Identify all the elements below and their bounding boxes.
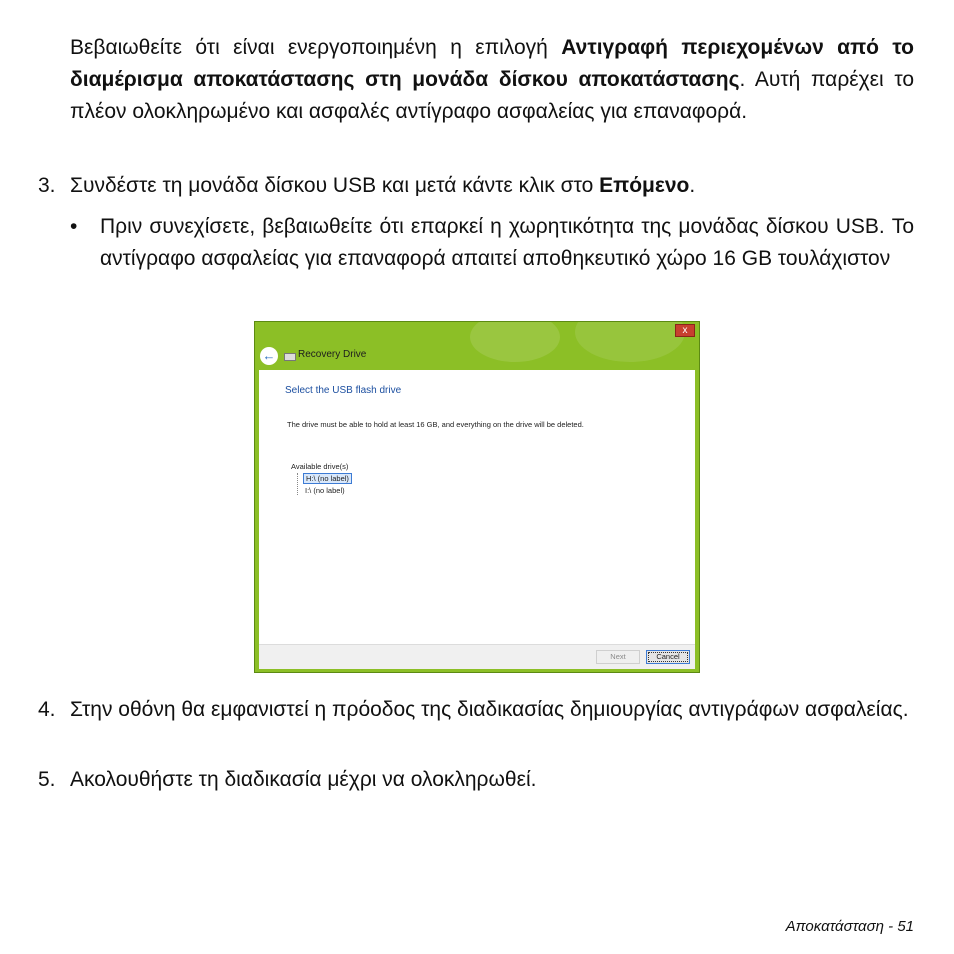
step-4-text: Στην οθόνη θα εμφανιστεί η πρόοδος της διαδικασίας δημιουργίας αντιγράφων ασφαλείας. — [70, 698, 909, 721]
background-decoration — [470, 321, 560, 362]
step-3-bold: Επόμενο — [599, 174, 690, 197]
cancel-button: Cancel — [646, 650, 690, 664]
recovery-drive-screenshot — [254, 321, 700, 673]
step-3-text-start: Συνδέστε τη μονάδα δίσκου USB και μετά κάντε κλικ στο — [70, 174, 600, 197]
footer-section: Αποκατάσταση - — [785, 918, 898, 935]
drive-item-h: H:\ (no label) — [303, 473, 352, 484]
page-number: 51 — [897, 918, 914, 935]
bullet-symbol: • — [70, 215, 78, 238]
intro-text-end: . Αυτή παρέχει το πλέον ολοκληρωμένο και ασφαλές αντίγραφο ασφαλείας για επαναφορά. — [70, 68, 915, 123]
back-arrow-icon: ← — [260, 347, 278, 365]
close-icon: x — [675, 324, 695, 337]
intro-paragraph — [70, 32, 914, 128]
step-3-text — [70, 170, 914, 202]
available-drives-label: Available drive(s) — [291, 462, 349, 471]
step-3-number: 3. — [38, 174, 56, 197]
drive-item-i: I:\ (no label) — [305, 486, 345, 495]
bullet-text: Πριν συνεχίσετε, βεβαιωθείτε ότι επαρκεί η χωρητικότητα της μονάδας δίσκου USB. Το αντίγραφο ασφαλείας για επαναφορά απαιτεί αποθηκευτικό χώρο 16 GB τουλάχιστον — [100, 215, 914, 270]
page-footer — [786, 917, 914, 937]
intro-text-start: Βεβαιωθείτε ότι είναι ενεργοποιημένη η επιλογή — [70, 36, 562, 59]
step-5-text: Ακολουθήστε τη διαδικασία μέχρι να ολοκληρωθεί. — [70, 768, 537, 791]
tree-connector — [297, 473, 299, 495]
intro-bold-option: Αντιγραφή περιεχομένων από το διαμέρισμα αποκατάστασης στη μονάδα δίσκου αποκατάστασης — [70, 36, 915, 91]
step-3-text-end: . — [689, 174, 696, 197]
dialog-content — [259, 370, 695, 644]
step-5-number: 5. — [38, 768, 56, 791]
background-decoration — [575, 321, 685, 362]
dialog-footer — [259, 644, 695, 669]
window-title: Recovery Drive — [298, 349, 367, 360]
next-button: Next — [596, 650, 640, 664]
dialog-description: The drive must be able to hold at least 16 GB, and everything on the drive will be deleted. — [287, 420, 584, 429]
dialog-heading: Select the USB flash drive — [285, 385, 402, 396]
drive-icon — [284, 353, 296, 361]
step-4-number: 4. — [38, 698, 56, 721]
